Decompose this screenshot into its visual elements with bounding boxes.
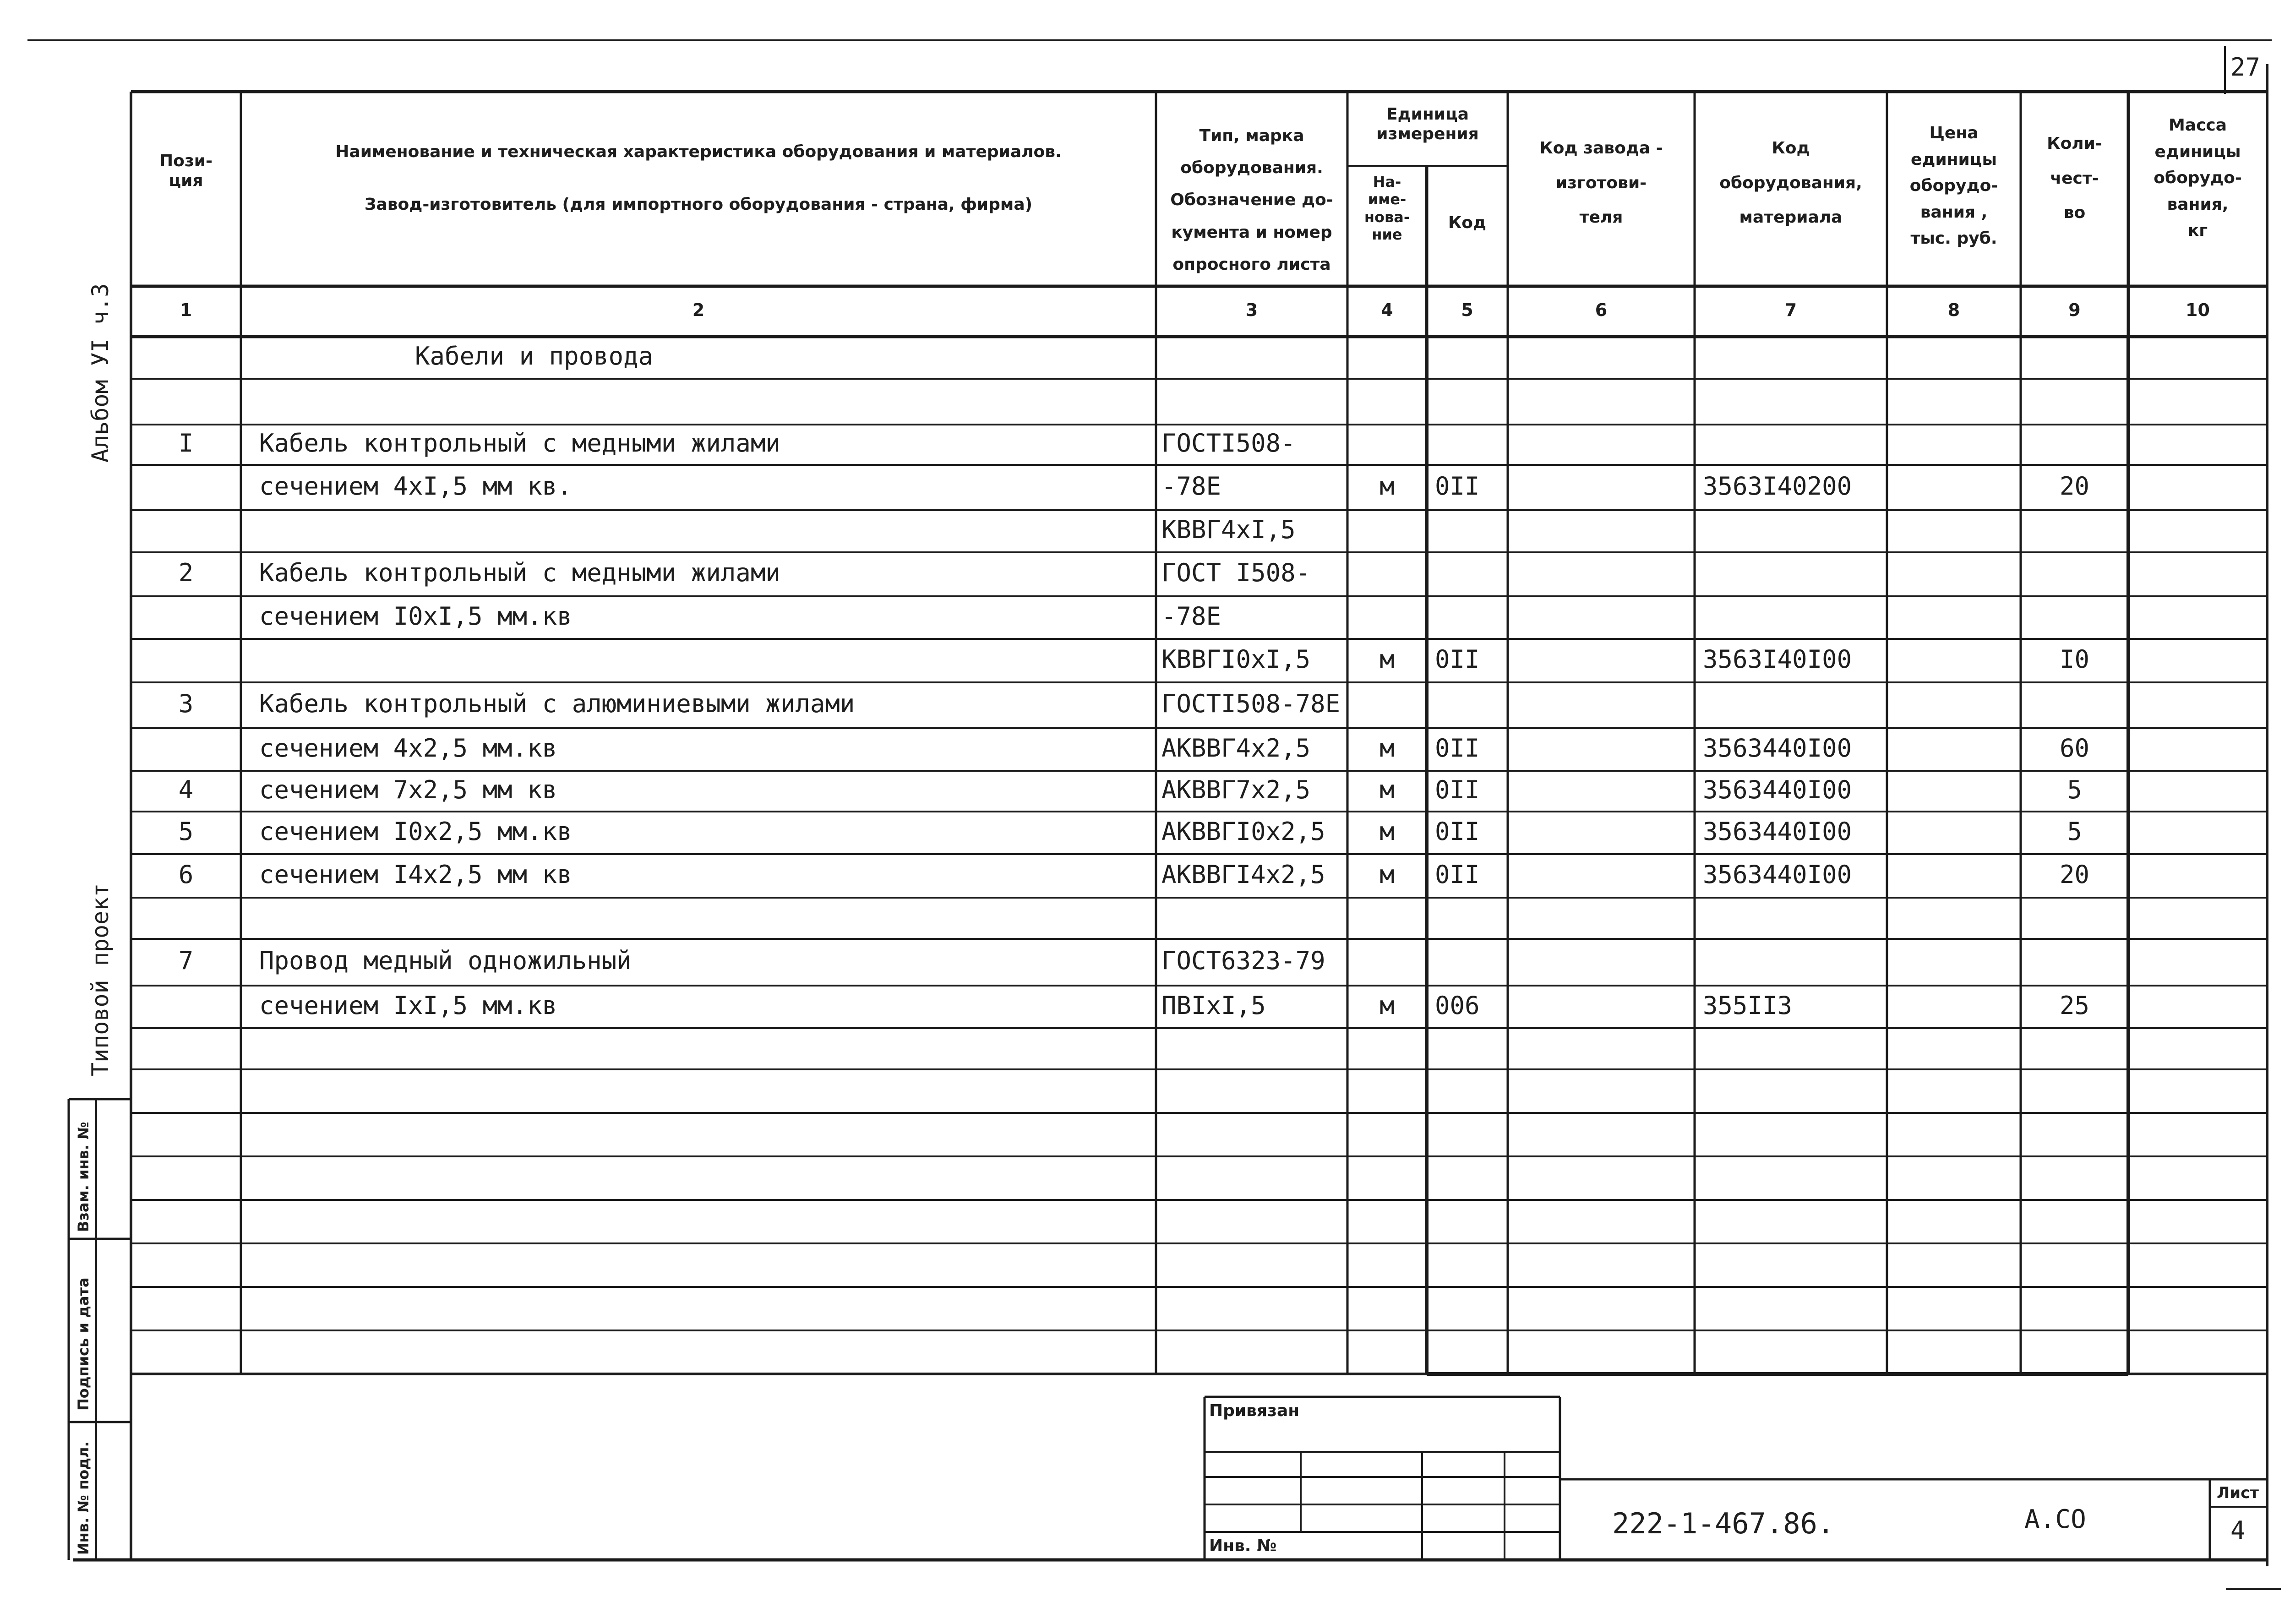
cell-quantity: 5 [2067, 775, 2082, 804]
cell-quantity: 20 [2059, 472, 2090, 501]
cell-position: I [178, 429, 194, 458]
side-label-original-inventory: Инв. № подл. [75, 1441, 92, 1555]
cell-unit: м [1379, 775, 1395, 804]
header-type: Тип, марка оборудования. Обозначение до- кумента и номер опросного листа [1170, 126, 1333, 274]
cell-type: ГОСТ I508- [1161, 558, 1311, 587]
cell-type: АКВВГ7х2,5 [1161, 775, 1311, 804]
cell-quantity: 20 [2059, 860, 2090, 889]
cell-type: КВВГI0хI,5 [1161, 645, 1311, 674]
cell-name: Провод медный одножильный [259, 946, 632, 975]
cell-position: 4 [178, 775, 194, 804]
cell-quantity: 60 [2059, 734, 2090, 763]
cell-name: сечением I4х2,5 мм кв [259, 860, 572, 889]
document-mark: А.СО [2024, 1504, 2086, 1534]
side-label-signature-date: Подпись и дата [75, 1277, 92, 1411]
header-quantity: Коли- чест- во [2047, 134, 2102, 223]
cell-name: Кабель контрольный с медными жилами [259, 558, 780, 587]
column-number: 9 [2068, 300, 2081, 320]
header-mass: Масса единицы оборудо- вания, кг [2154, 116, 2242, 240]
side-label-album: Альбом УI ч.3 [87, 283, 114, 463]
header-unit-code: Код [1448, 213, 1487, 232]
cell-unit-code: 006 [1435, 991, 1480, 1020]
cell-type: КВВГ4хI,5 [1161, 515, 1296, 544]
cell-unit-code: 0II [1435, 734, 1480, 763]
header-price: Цена единицы оборудо- вания , тыс. руб. [1909, 124, 1998, 248]
cell-quantity: 25 [2059, 991, 2090, 1020]
cell-name: Кабель контрольный с медными жилами [259, 429, 780, 458]
cell-material-code: 3563I40I00 [1703, 645, 1852, 674]
sheet-number: 4 [2230, 1516, 2246, 1545]
cell-type: -78Е [1161, 602, 1221, 631]
column-number: 1 [180, 300, 192, 320]
column-number: 5 [1461, 300, 1473, 320]
cell-unit-code: 0II [1435, 645, 1480, 674]
cell-name: сечением 4х2,5 мм.кв [259, 734, 557, 763]
header-position: Пози- ция [159, 152, 213, 191]
cell-material-code: 356З440I00 [1703, 734, 1852, 763]
sheet-label: Лист [2217, 1484, 2259, 1502]
cell-material-code: 355II3 [1703, 991, 1793, 1020]
header-unit-name: На- име- нова- ние [1364, 173, 1410, 244]
cell-unit-code: 0II [1435, 472, 1480, 501]
cell-unit: м [1379, 860, 1395, 889]
cell-material-code: 356З440I00 [1703, 775, 1852, 804]
cell-unit: м [1379, 817, 1395, 846]
cell-type: ПВIхI,5 [1161, 991, 1266, 1020]
column-number: 4 [1381, 300, 1393, 320]
cell-unit: м [1379, 734, 1395, 763]
cell-name: Кабель контрольный с алюминиевыми жилами [259, 689, 855, 718]
cell-type: ГОСТI508- [1161, 429, 1296, 458]
stamp-privyazan: Привязан [1209, 1401, 1300, 1420]
cell-material-code: 356З440I00 [1703, 860, 1852, 889]
document-code: 222-1-467.86. [1612, 1507, 1835, 1540]
header-name-line2: Завод-изготовитель (для импортного оборудования - страна, фирма) [364, 195, 1033, 214]
cell-type: ГОСТI508-78Е [1161, 689, 1341, 718]
cell-unit-code: 0II [1435, 775, 1480, 804]
column-number: 8 [1947, 300, 1960, 320]
cell-quantity: I0 [2059, 645, 2090, 674]
side-label-replacement-inventory: Взам. инв. № [75, 1122, 92, 1232]
cell-quantity: 5 [2067, 817, 2082, 846]
cell-name: сечением 4хI,5 мм кв. [259, 472, 572, 501]
cell-position: 7 [178, 946, 194, 975]
header-name-line1: Наименование и техническая характеристика оборудования и материалов. [335, 142, 1062, 161]
cell-unit: м [1379, 472, 1395, 501]
side-label-project: Типовой проект [87, 883, 114, 1076]
header-unit-group: Единица измерения [1376, 105, 1479, 144]
cell-name: сечением IхI,5 мм.кв [259, 991, 557, 1020]
cell-unit-code: 0II [1435, 817, 1480, 846]
cell-name: Кабели и провода [415, 342, 654, 371]
cell-position: 3 [178, 689, 194, 718]
header-factory-code: Код завода - изготови- теля [1539, 139, 1663, 227]
cell-type: АКВВГ4х2,5 [1161, 734, 1311, 763]
cell-material-code: 3563I40200 [1703, 472, 1852, 501]
column-number: 7 [1784, 300, 1797, 320]
cell-name: сечением 7х2,5 мм кв [259, 775, 557, 804]
column-number: 6 [1595, 300, 1608, 320]
cell-position: 6 [178, 860, 194, 889]
stamp-inventory-number: Инв. № [1209, 1537, 1277, 1555]
column-number: 2 [692, 300, 705, 320]
cell-material-code: 356З440I00 [1703, 817, 1852, 846]
cell-position: 5 [178, 817, 194, 846]
page-number: 27 [2230, 53, 2261, 82]
column-number: 3 [1245, 300, 1258, 320]
cell-position: 2 [178, 558, 194, 587]
cell-name: сечением I0хI,5 мм.кв [259, 602, 572, 631]
cell-unit: м [1379, 991, 1395, 1020]
cell-type: ГОСТ6323-79 [1161, 946, 1325, 975]
cell-type: -78Е [1161, 472, 1221, 501]
cell-type: АКВВГI4х2,5 [1161, 860, 1325, 889]
cell-unit: м [1379, 645, 1395, 674]
cell-type: АКВВГI0х2,5 [1161, 817, 1325, 846]
column-number: 10 [2186, 300, 2210, 320]
cell-unit-code: 0II [1435, 860, 1480, 889]
cell-name: сечением I0х2,5 мм.кв [259, 817, 572, 846]
header-material-code: Код оборудования, материала [1719, 139, 1862, 227]
